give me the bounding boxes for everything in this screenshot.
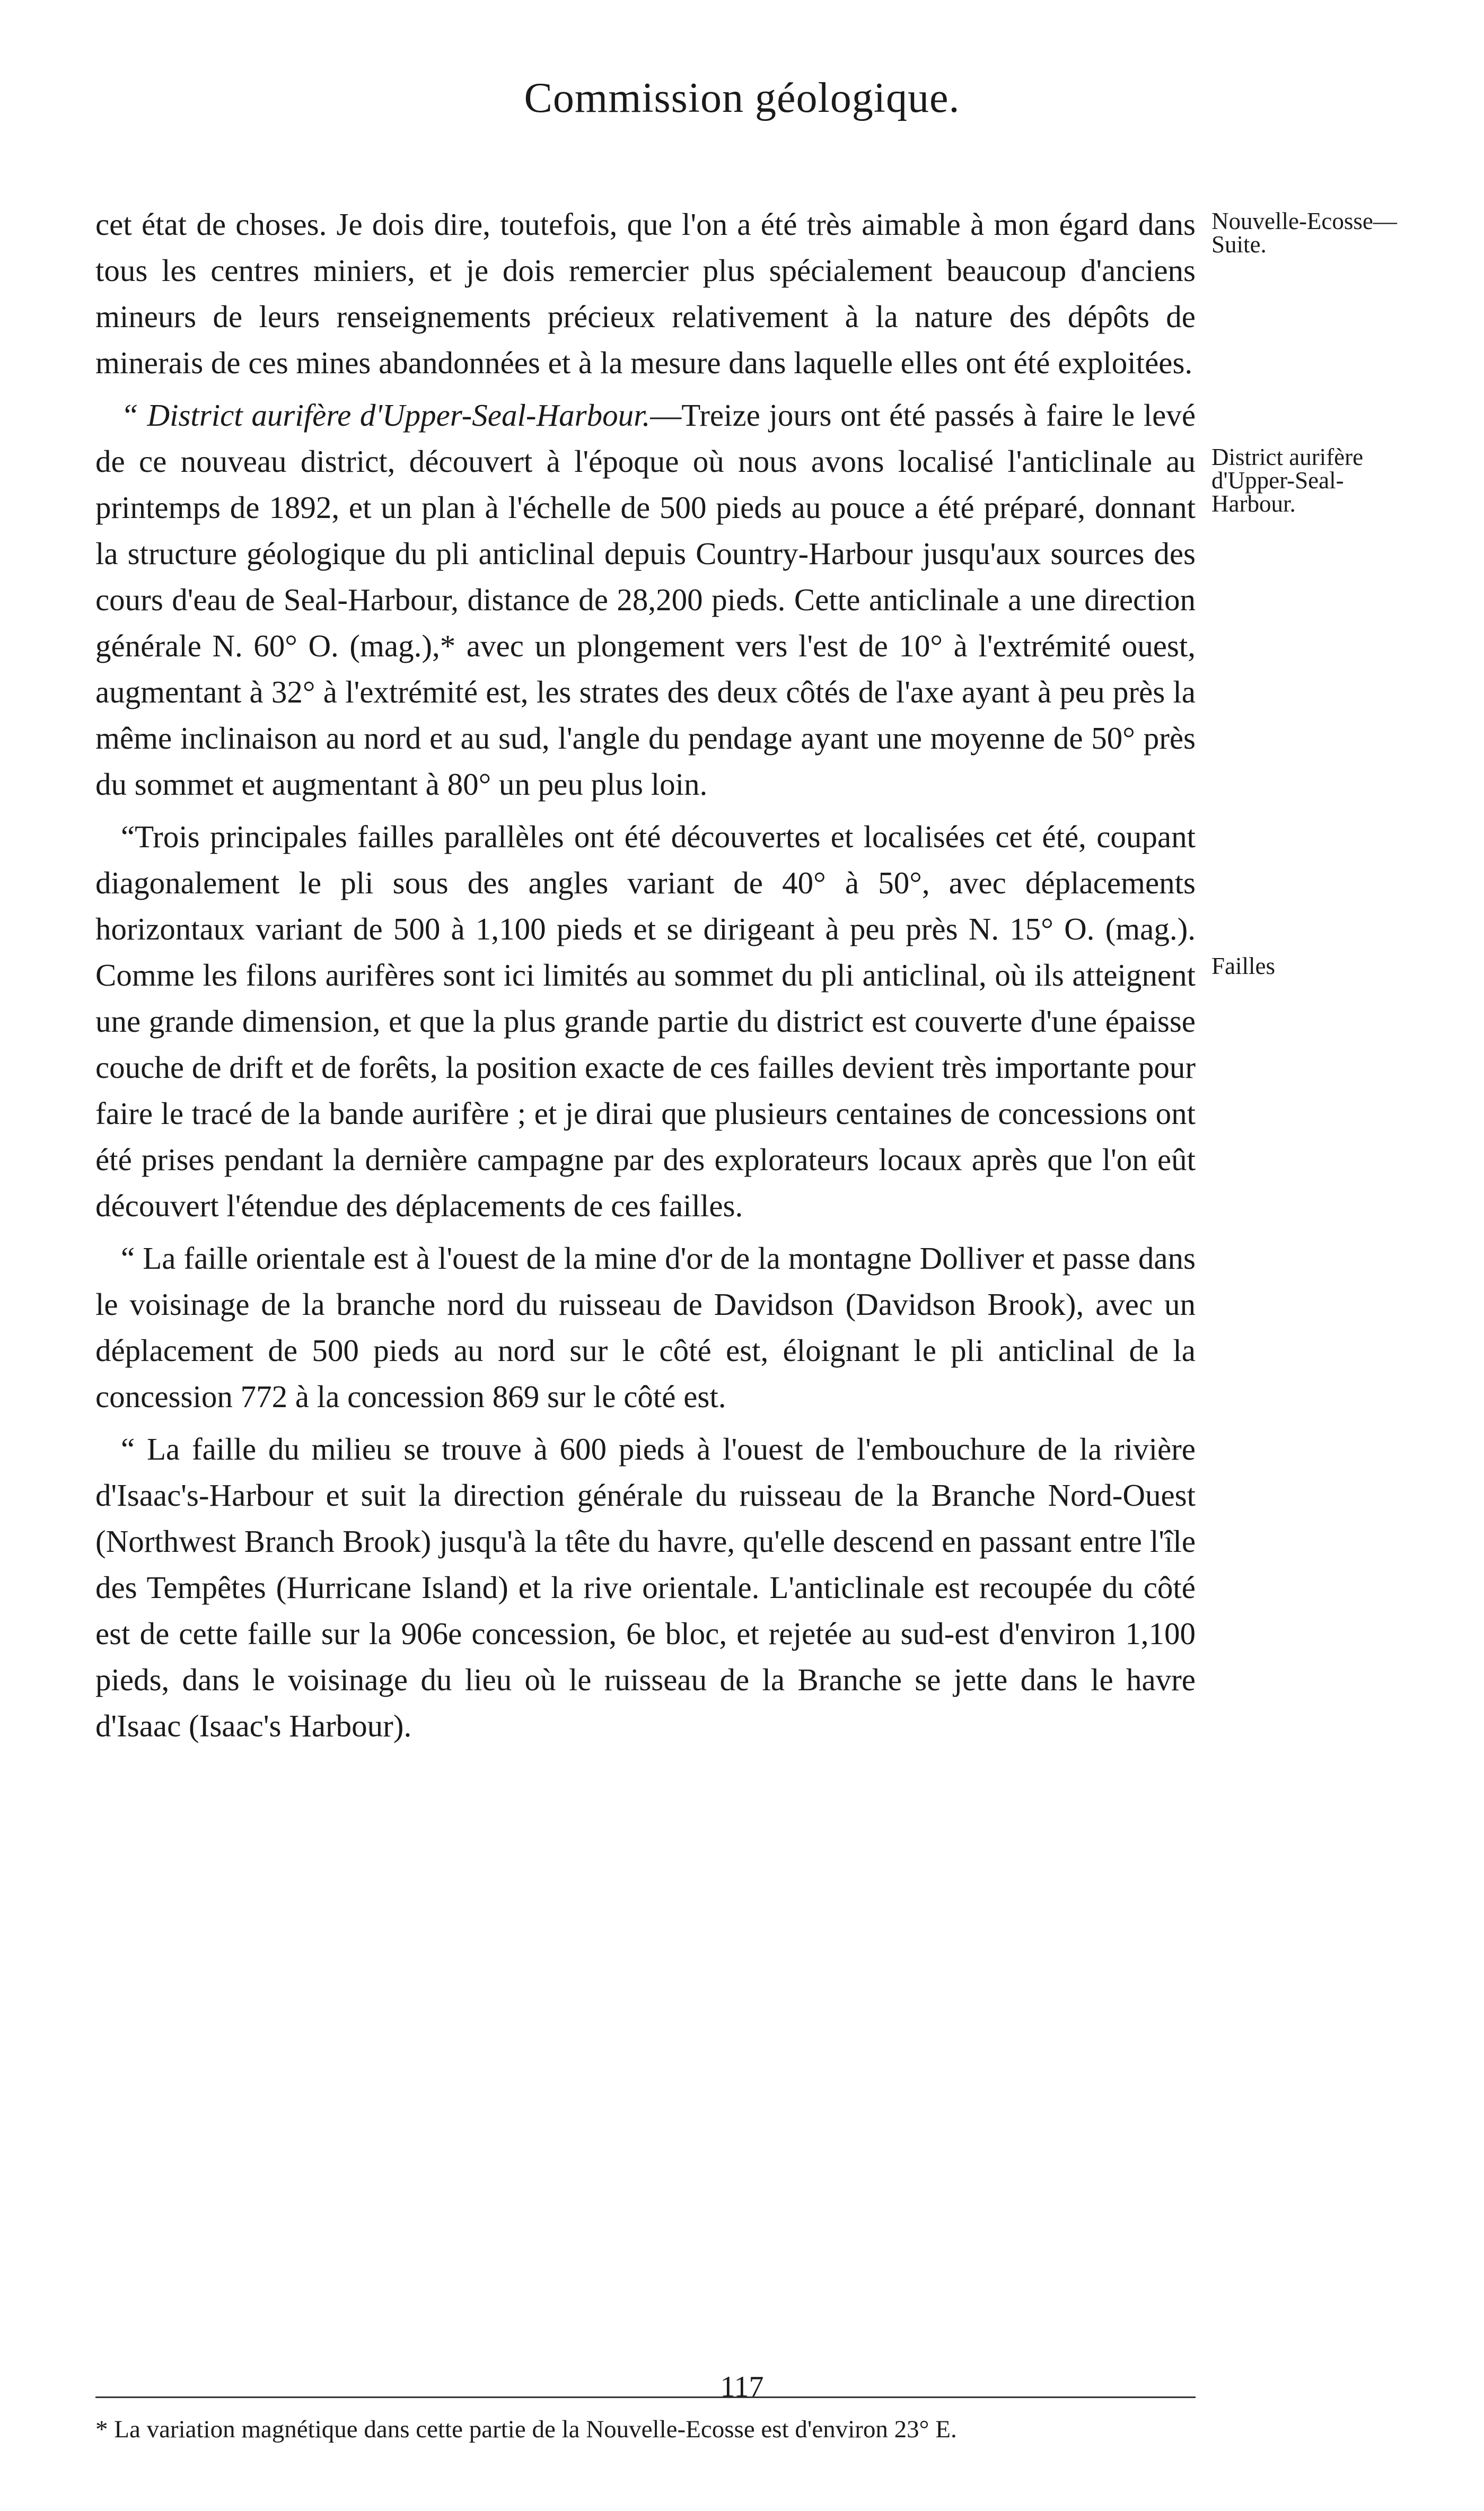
paragraph-1: cet état de choses. Je dois dire, toutefois, que l'on a été très aimable à mon égard dans tous les centres miniers, et je dois remercier plus spécialement beaucoup d'anciens mineurs de leurs renseignements précieux relativement à la nature des dépôts de minerais de ces mines abandonnées et à la mesure dans laquelle elles ont été exploitées. (95, 207, 1196, 380)
paragraph-5: “ La faille du milieu se trouve à 600 pieds à l'ouest de l'embouchure de la rivière d'Isaac's-Harbour et suit la direction générale du ruisseau de la Branche Nord-Ouest (Northwest Branch Brook) jusqu'à la tête du havre, qu'elle descend en passant entre l'île des Tempêtes (Hurricane Island) et la rive orientale. L'anticlinale est recoupée du côté est de cette faille sur la 906e concession, 6e bloc, et rejetée au sud-est d'environ 1,100 pieds, dans le voisinage du lieu où le ruisseau de la Branche se jette dans le havre d'Isaac (Isaac's Harbour). (95, 1432, 1196, 1743)
paragraph-3: “Trois principales failles parallèles ont été découvertes et localisées cet été, coupant diagonalement le pli sous des angles variant de 40° à 50°, avec déplacements horizontaux variant de 500 à 1,100 pieds et se dirigeant à peu près N. 15° O. (mag.). Comme les filons aurifères sont ici limités au sommet du pli anticlinal, où ils atteignent une grande dimension, et que la plus grande partie du district est couverte d'une épaisse couche de drift et de forêts, la position exacte de ces failles devient très importante pour faire le tracé de la bande aurifère ; et je dirai que plusieurs centaines de concessions ont été prises pendant la dernière campagne par des explorateurs locaux après que l'on eût découvert l'étendue des déplacements de ces failles. (95, 819, 1196, 1223)
page-number: 117 (720, 2370, 764, 2403)
margin-note-failles: Failles (1211, 953, 1275, 979)
paragraph-4: “ La faille orientale est à l'ouest de la mine d'or de la montagne Dolliver et passe dans le voisinage de la branche nord du ruisseau de Davidson (Davidson Brook), avec un déplacement de 500 pieds au nord sur le côté est, éloignant le pli anticlinal de la concession 772 à la concession 869 sur le côté est. (95, 1241, 1196, 1414)
margin-note-nouvelle-ecosse: Nouvelle-Ecosse—Suite. (1211, 208, 1397, 258)
page-header: Commission géologique. (524, 75, 960, 121)
paragraph-2 (95, 392, 1196, 807)
margin-note-district-aurifere: District aurifère d'Upper-Seal-Harbour. (1211, 444, 1364, 517)
footnote: * La variation magnétique dans cette partie de la Nouvelle-Ecosse est d'environ 23° E. (95, 2416, 957, 2443)
paragraph-2-body: —Treize jours ont été passés à faire le levé de ce nouveau district, découvert à l'époque où nous avons localisé l'anticlinale au printemps de 1892, et un plan à l'échelle de 500 pieds au pouce a été préparé, donnant la structure géologique du pli anticlinal depuis Country-Harbour jusqu'aux sources des cours d'eau de Seal-Harbour, distance de 28,200 pieds. Cette anticlinale a une direction générale N. 60° O. (mag.),* avec un plongement vers l'est de 10° à l'extrémité ouest, augmentant à 32° à l'extrémité est, les strates des deux côtés de l'axe ayant à peu près la même inclinaison au nord et au sud, l'angle du pendage ayant une moyenne de 50° près du sommet et augmentant à 80° un peu plus loin. (95, 398, 1196, 802)
paragraph-2-lead: “ District aurifère d'Upper-Seal-Harbour. (121, 398, 651, 433)
body-text (95, 201, 1196, 1755)
